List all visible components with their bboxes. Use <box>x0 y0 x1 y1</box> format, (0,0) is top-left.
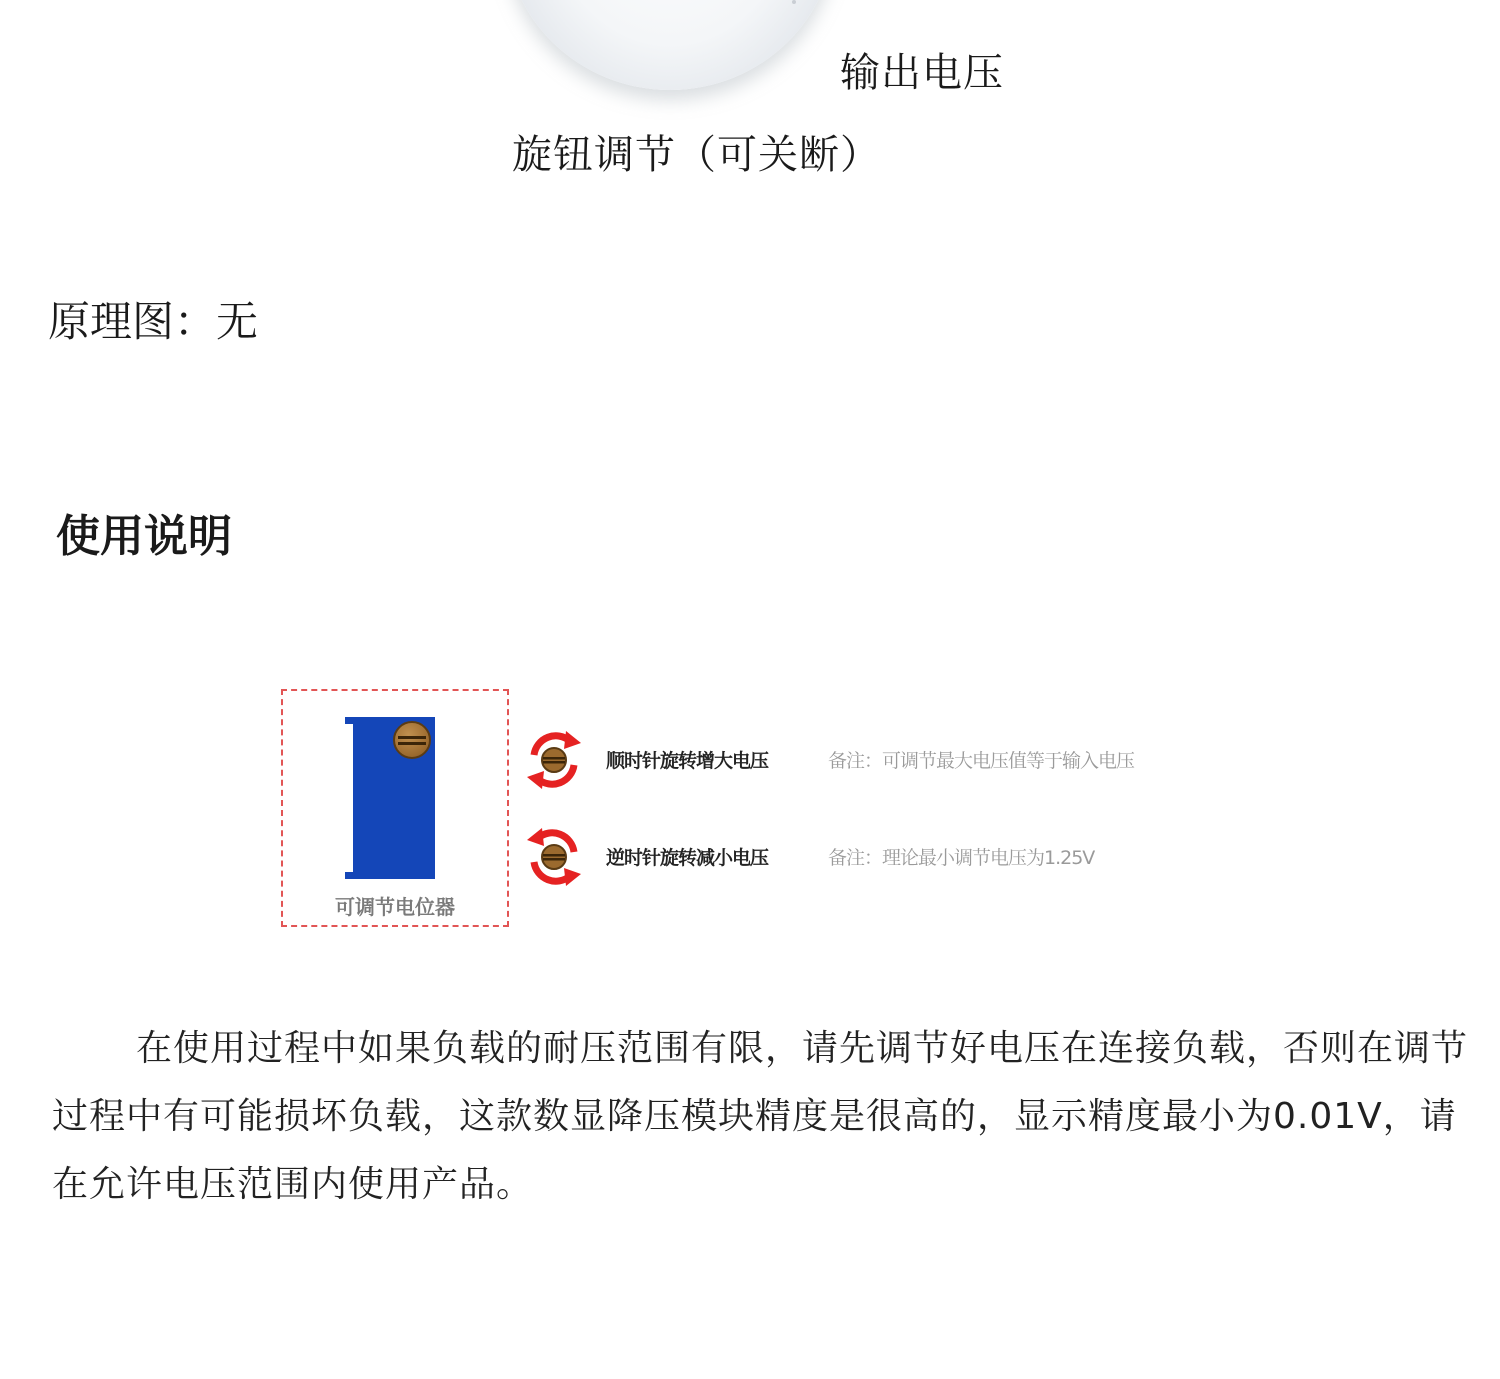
knob-photo-highlight <box>792 0 796 4</box>
note-clockwise: 备注：可调节最大电压值等于输入电压 <box>828 750 1135 772</box>
knob-adjust-caption: 旋钮调节（可关断） <box>512 132 881 178</box>
adjust-screw-icon <box>393 721 431 759</box>
potentiometer-label: 可调节电位器 <box>335 895 455 919</box>
usage-paragraph: 在使用过程中如果负载的耐压范围有限，请先调节好电压在连接负载，否则在调节过程中有可能损坏负载，这款数显降压模块精度是很高的，显示精度最小为0.01V，请在允许电压范围内使用产品。 <box>52 1028 1469 1205</box>
clockwise-rotate-icon <box>524 727 584 793</box>
instruction-clockwise: 顺时针旋转增大电压 <box>606 750 769 772</box>
counterclockwise-rotate-icon <box>524 824 584 890</box>
knob-photo <box>505 0 835 90</box>
usage-section-title: 使用说明 <box>56 511 232 562</box>
potentiometer-diagram <box>281 689 509 927</box>
instruction-counterclockwise: 逆时针旋转减小电压 <box>606 847 769 869</box>
schematic-label: 原理图：无 <box>48 297 259 346</box>
note-counterclockwise: 备注：理论最小调节电压为1.25V <box>828 847 1095 869</box>
output-voltage-caption: 输出电压 <box>840 50 1004 96</box>
